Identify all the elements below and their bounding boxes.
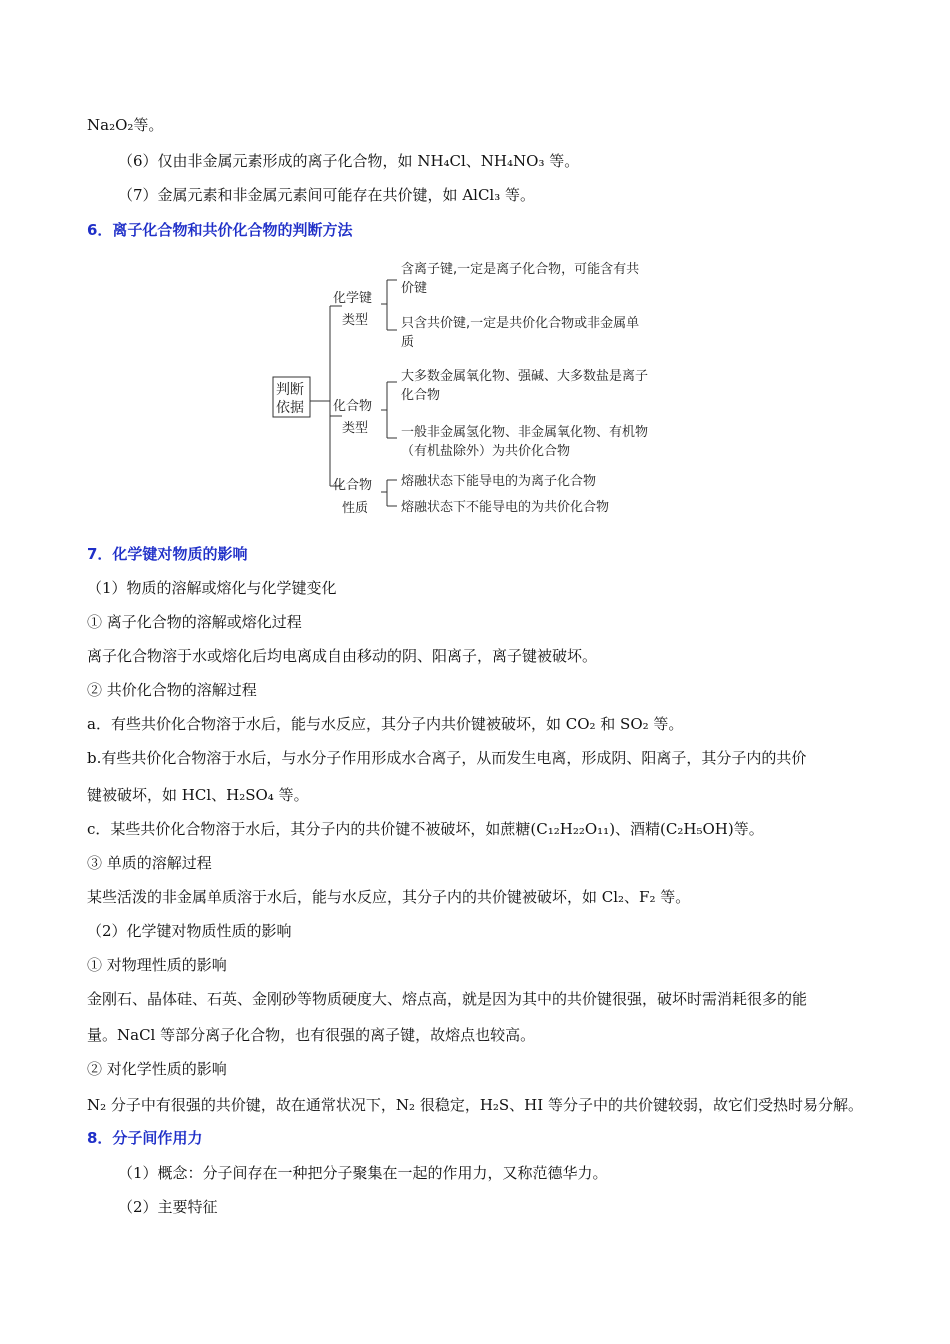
leaf-text: 只含共价键,一定是共价化合物或非金属单	[401, 316, 640, 331]
leaf-text: 大多数金属氧化物、强碱、大多数盐是离子	[401, 369, 649, 384]
root-label-1: 判断	[276, 382, 304, 398]
text-line: ② 对化学性质的影响	[87, 1060, 227, 1078]
text-line: ① 对物理性质的影响	[87, 956, 227, 974]
section-heading-7: 7．化学键对物质的影响	[87, 545, 248, 563]
text-line: （2）化学键对物质性质的影响	[87, 922, 292, 940]
leaf-text: 熔融状态下能导电的为离子化合物	[401, 474, 597, 489]
text-line: （2）主要特征	[118, 1198, 218, 1216]
text-line: Na₂O₂等。	[87, 116, 164, 134]
branch-compound-type-label-2: 类型	[342, 421, 369, 436]
text-line: （1）概念：分子间存在一种把分子聚集在一起的作用力，又称范德华力。	[118, 1164, 608, 1182]
leaf-text: 熔融状态下不能导电的为共价化合物	[401, 500, 610, 515]
branch-compound-property-label-1: 化合物	[333, 478, 373, 493]
text-line: ② 共价化合物的溶解过程	[87, 681, 257, 699]
leaf-text: 质	[401, 335, 415, 350]
branch-chemical-bond-label-1: 化学键	[333, 291, 373, 306]
section-heading-6: 6．离子化合物和共价化合物的判断方法	[87, 221, 353, 239]
branch-chemical-bond-label-2: 类型	[342, 313, 369, 328]
leaf-text: 含离子键,一定是离子化合物，可能含有共	[401, 262, 640, 277]
text-line: 量。NaCl 等部分离子化合物，也有很强的离子键，故熔点也较高。	[87, 1026, 536, 1044]
text-line: 某些活泼的非金属单质溶于水后，能与水反应，其分子内的共价键被破坏，如 Cl₂、F₂ 等。	[87, 888, 691, 906]
text-line: ③ 单质的溶解过程	[87, 854, 212, 872]
text-line: （7）金属元素和非金属元素间可能存在共价键，如 AlCl₃ 等。	[118, 186, 535, 204]
text-line: b.有些共价化合物溶于水后，与水分子作用形成水合离子，从而发生电离，形成阴、阳离子，其分子内的共价	[87, 749, 807, 767]
text-line: （6）仅由非金属元素形成的离子化合物，如 NH₄Cl、NH₄NO₃ 等。	[118, 152, 580, 170]
text-line: c．某些共价化合物溶于水后，其分子内的共价键不被破坏，如蔗糖(C₁₂H₂₂O₁₁)、酒精(C₂H₅OH)等。	[87, 820, 764, 838]
text-line: 金刚石、晶体硅、石英、金刚砂等物质硬度大、熔点高，就是因为其中的共价键很强，破坏时需消耗很多的能	[87, 990, 808, 1008]
leaf-text: 化合物	[401, 388, 441, 403]
leaf-text: 价键	[401, 281, 428, 296]
text-line: a．有些共价化合物溶于水后，能与水反应，其分子内共价键被破坏，如 CO₂ 和 SO₂ 等。	[87, 715, 684, 733]
text-line: N₂ 分子中有很强的共价键，故在通常状况下，N₂ 很稳定，H₂S、HI 等分子中的共价键较弱，故它们受热时易分解。	[87, 1096, 863, 1114]
leaf-text: 一般非金属氢化物、非金属氧化物、有机物	[401, 425, 649, 440]
text-line: 键被破坏，如 HCl、H₂SO₄ 等。	[87, 786, 309, 804]
text-line: （1）物质的溶解或熔化与化学键变化	[87, 579, 337, 597]
text-line: ① 离子化合物的溶解或熔化过程	[87, 613, 302, 631]
section-heading-8: 8．分子间作用力	[87, 1129, 203, 1147]
root-label-2: 依据	[276, 400, 304, 416]
leaf-text: （有机盐除外）为共价化合物	[401, 444, 571, 459]
text-line: 离子化合物溶于水或熔化后均电离成自由移动的阴、阳离子，离子键被破坏。	[87, 647, 598, 665]
branch-compound-property-label-2: 性质	[342, 501, 369, 516]
branch-compound-type-label-1: 化合物	[333, 399, 373, 414]
